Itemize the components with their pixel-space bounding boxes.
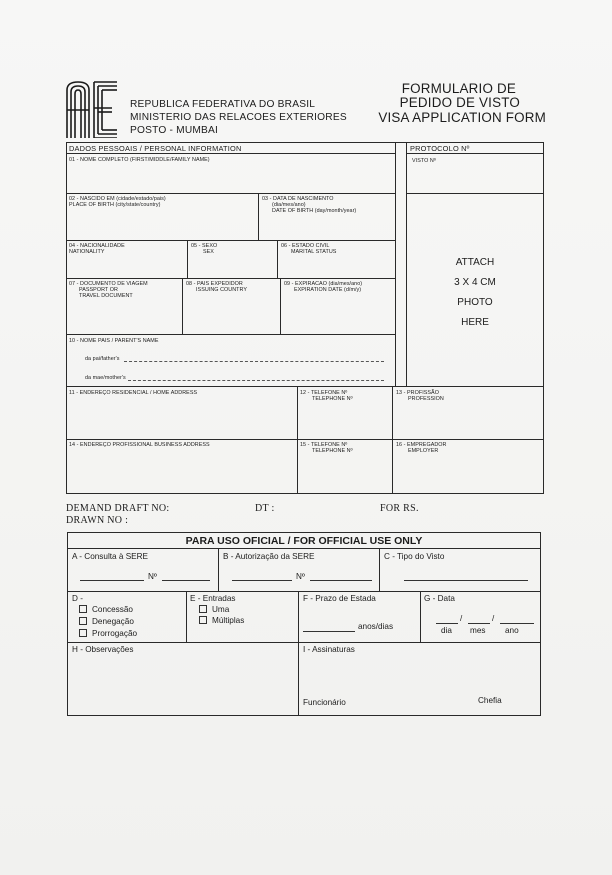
denegacao-option[interactable]: [79, 617, 134, 626]
funcionario-label: Funcionário: [303, 698, 346, 707]
official-b-no: Nº: [296, 572, 305, 581]
photo-text-1: ATTACH: [455, 257, 495, 268]
father-label: da pai/father's: [85, 356, 120, 362]
consulta-sere-no-input[interactable]: [162, 580, 210, 581]
official-d-label: D -: [72, 594, 83, 603]
concessao-checkbox[interactable]: [79, 605, 87, 613]
field-05-label-en: SEX: [203, 249, 214, 256]
field-03-label: [262, 196, 356, 215]
field-09-label: [284, 281, 362, 293]
field-02-label: [69, 196, 166, 208]
entrada-uma-option[interactable]: [199, 605, 229, 614]
field-14-label: 14 - ENDEREÇO PROFISSIONAL BUSINESS ADDRESS: [69, 442, 210, 448]
field-07-label-en-2: TRAVEL DOCUMENT: [79, 293, 133, 300]
title-line-3: VISA APPLICATION FORM: [378, 110, 546, 125]
demand-draft-label: DEMAND DRAFT NO:: [66, 503, 170, 514]
field-07-label: [69, 281, 148, 300]
photo-text-2: 3 X 4 CM: [454, 277, 496, 288]
full-name-input[interactable]: [68, 165, 393, 191]
field-03-label-en: DATE OF BIRTH (day/month/year): [272, 208, 357, 215]
entrada-multiplas-label: Múltiplas: [212, 616, 245, 625]
field-05-label: [191, 243, 217, 255]
field-15-label-en: TELEPHONE Nº: [312, 448, 353, 455]
father-name-input[interactable]: [124, 361, 384, 362]
denegacao-label: Denegação: [92, 617, 134, 626]
field-12-label-en: TELEPHONE Nº: [312, 396, 353, 403]
for-rs-label: FOR RS.: [380, 503, 419, 514]
org-line-1: REPUBLICA FEDERATIVA DO BRASIL: [130, 99, 316, 110]
field-13-label-en: PROFESSION: [408, 396, 444, 403]
nationality-input[interactable]: [68, 256, 185, 276]
field-03-label-pt: 03 - DATA DE NASCIMENTO: [262, 196, 334, 202]
chefia-label: Chefia: [478, 696, 502, 705]
tipo-visto-input[interactable]: [404, 580, 528, 581]
protocol-label: PROTOCOLO Nº: [410, 144, 470, 153]
photo-placeholder: [410, 253, 540, 333]
org-line-3: POSTO - MUMBAI: [130, 125, 219, 136]
official-a-label: A - Consulta à SERE: [72, 552, 148, 561]
ae-logo: [66, 80, 118, 138]
marital-status-input[interactable]: [279, 256, 393, 276]
field-15-label: [300, 442, 353, 454]
mother-label: da mae/mother's: [85, 375, 126, 381]
drawn-no-label: DRAWN NO :: [66, 515, 129, 526]
photo-text-4: HERE: [461, 317, 489, 328]
business-address-input[interactable]: [68, 450, 295, 492]
official-b-label: B - Autorização da SERE: [223, 552, 315, 561]
anos-dias-label: anos/dias: [358, 622, 394, 631]
field-08-label: [186, 281, 247, 293]
field-09-label-en: EXPIRATION DATE (d/m/y): [294, 287, 362, 294]
official-e-label: E - Entradas: [190, 594, 236, 603]
place-of-birth-input[interactable]: [68, 210, 256, 238]
field-02-label-pt: 02 - NASCIDO EM (cidade/estado/pais): [69, 196, 166, 202]
passport-input[interactable]: [68, 302, 180, 332]
field-03-label-sub: (dia/mes/ano): [272, 202, 306, 209]
entrada-multiplas-checkbox[interactable]: [199, 616, 207, 624]
photo-text-3: PHOTO: [457, 297, 493, 308]
org-line-2: MINISTERIO DAS RELACOES EXTERIORES: [130, 112, 347, 123]
field-06-label-pt: 06 - ESTADO CIVIL: [281, 243, 330, 249]
mes-label: mes: [470, 626, 486, 635]
autorizacao-sere-input[interactable]: [232, 580, 292, 581]
denegacao-checkbox[interactable]: [79, 617, 87, 625]
year-input[interactable]: [500, 623, 534, 624]
sex-input[interactable]: [189, 256, 275, 276]
official-h-label: H - Observações: [72, 645, 134, 654]
title-line-2: PEDIDO DE VISTO: [399, 95, 520, 110]
ano-label: ano: [505, 626, 519, 635]
field-04-label-pt: 04 - NACIONALIDADE: [69, 243, 125, 249]
concessao-label: Concessão: [92, 605, 133, 614]
field-05-label-pt: 05 - SEXO: [191, 243, 218, 249]
field-12-label-pt: 12 - TELEFONE Nº: [300, 390, 348, 396]
entrada-uma-label: Uma: [212, 605, 230, 614]
field-13-label-pt: 13 - PROFISSÃO: [396, 390, 439, 396]
field-15-label-pt: 15 - TELEFONE Nº: [300, 442, 348, 448]
title-line-1: FORMULARIO DE: [401, 81, 516, 96]
field-02-label-en: PLACE OF BIRTH (city/state/country): [69, 202, 161, 209]
issuing-country-input[interactable]: [184, 296, 278, 332]
observacoes-input[interactable]: [70, 656, 296, 714]
autorizacao-sere-no-input[interactable]: [310, 580, 372, 581]
field-06-label-en: MARITAL STATUS: [291, 249, 337, 256]
dia-label: dia: [441, 626, 452, 635]
field-11-label: 11 - ENDEREÇO RESIDENCIAL / HOME ADDRESS: [69, 390, 198, 396]
mother-name-input[interactable]: [128, 380, 384, 381]
entrada-uma-checkbox[interactable]: [199, 605, 207, 613]
employer-input[interactable]: [394, 456, 542, 492]
date-of-birth-input[interactable]: [260, 218, 393, 238]
home-address-input[interactable]: [68, 398, 295, 437]
official-i-label: I - Assinaturas: [303, 645, 355, 654]
entrada-multiplas-option[interactable]: [199, 616, 244, 625]
field-04-label-en: NATIONALITY: [69, 249, 105, 256]
expiration-date-input[interactable]: [282, 296, 393, 332]
profession-input[interactable]: [394, 404, 542, 437]
day-input[interactable]: [436, 623, 458, 624]
month-input[interactable]: [468, 623, 490, 624]
concessao-option[interactable]: [79, 605, 133, 614]
official-c-label: C - Tipo do Visto: [384, 552, 445, 561]
field-07-label-pt: 07 - DOCUMENTO DE VIAGEM: [69, 281, 148, 287]
business-telephone-input[interactable]: [299, 456, 390, 492]
field-08-label-pt: 08 - PAIS EXPEDIDOR: [186, 281, 243, 287]
field-10-label: 10 - NOME PAIS / PARENT'S NAME: [69, 338, 159, 344]
official-f-label: F - Prazo de Estada: [303, 594, 376, 603]
prazo-estada-input[interactable]: [303, 631, 355, 632]
prorrogacao-checkbox[interactable]: [79, 629, 87, 637]
prorrogacao-label: Prorrogação: [92, 629, 138, 638]
visa-no-label: VISTO Nº: [412, 158, 436, 164]
official-use-heading: PARA USO OFICIAL / FOR OFFICIAL USE ONLY: [185, 535, 423, 547]
consulta-sere-input[interactable]: [80, 580, 144, 581]
dt-label: DT :: [255, 503, 275, 514]
prorrogacao-option[interactable]: [79, 629, 137, 638]
field-16-label-pt: 16 - EMPREGADOR: [396, 442, 447, 448]
official-a-no: Nº: [148, 572, 157, 581]
field-16-label: [396, 442, 446, 454]
date-slash-1: /: [460, 614, 463, 623]
official-g-label: G - Data: [424, 594, 455, 603]
telephone-input[interactable]: [299, 404, 390, 437]
field-06-label: [281, 243, 336, 255]
field-07-label-en-1: PASSPORT OR: [79, 287, 118, 294]
section-personal-title: DADOS PESSOAIS / PERSONAL INFORMATION: [69, 144, 242, 153]
field-04-label: [69, 243, 125, 255]
field-12-label: [300, 390, 353, 402]
field-09-label-pt: 09 - EXPIRACAO (dia/mes/ano): [284, 281, 363, 287]
field-08-label-en: ISSUING COUNTRY: [196, 287, 247, 294]
field-16-label-en: EMPLOYER: [408, 448, 439, 455]
field-13-label: [396, 390, 444, 402]
field-01-label: 01 - NOME COMPLETO (FIRST/MIDDLE/FAMILY NAME): [69, 157, 210, 163]
date-slash-2: /: [492, 614, 495, 623]
